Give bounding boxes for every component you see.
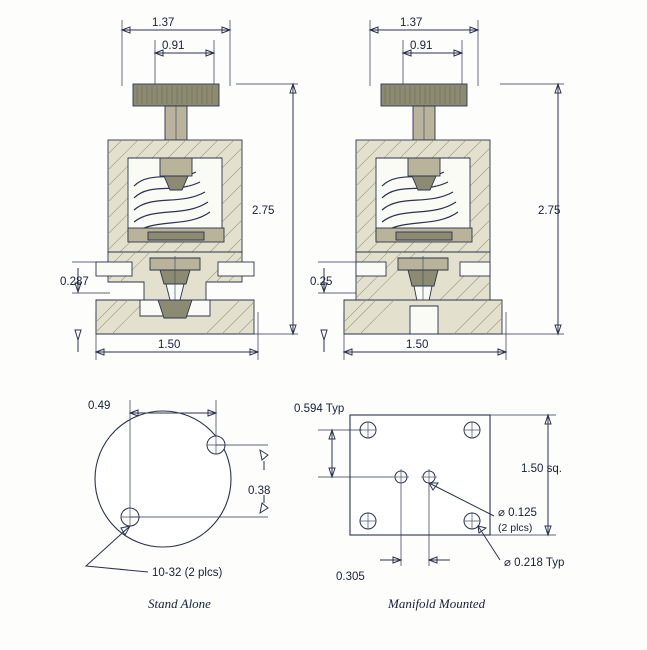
caption-stand-alone: Stand Alone xyxy=(148,596,211,611)
caption-manifold-mounted: Manifold Mounted xyxy=(388,596,486,611)
dim-right-2-75: 2.75 xyxy=(538,205,561,217)
dim-right-0-25: 0.25 xyxy=(310,276,333,288)
left-plan-view xyxy=(86,400,270,611)
stand-alone-body-outline xyxy=(95,411,231,547)
note-dia-0-218: ⌀ 0.218 Typ xyxy=(504,557,565,569)
dim-right-0-91: 0.91 xyxy=(410,40,433,52)
note-0-125-plcs: (2 plcs) xyxy=(498,522,533,534)
right-plan-view xyxy=(294,403,564,611)
dim-left-1-37: 1.37 xyxy=(152,17,175,29)
dim-right-1-50: 1.50 xyxy=(406,339,429,351)
dim-plan-left-0-49: 0.49 xyxy=(88,400,111,412)
note-dia-0-125: ⌀ 0.125 xyxy=(498,507,537,519)
dim-right-1-37: 1.37 xyxy=(400,17,423,29)
dim-plan-right-1-50-sq: 1.50 sq. xyxy=(521,463,562,475)
dim-plan-left-0-38: 0.38 xyxy=(248,485,271,497)
dim-left-0-91: 0.91 xyxy=(162,40,185,52)
dim-left-1-50: 1.50 xyxy=(158,339,181,351)
note-10-32: 10-32 (2 plcs) xyxy=(152,567,223,579)
dim-left-0-287: 0.287 xyxy=(60,276,89,288)
left-section-view xyxy=(60,17,298,360)
right-section-view xyxy=(310,17,564,360)
dim-left-2-75: 2.75 xyxy=(252,205,275,217)
dim-plan-right-0-305: 0.305 xyxy=(336,571,365,583)
dim-plan-right-0-594: 0.594 Typ xyxy=(294,403,345,415)
